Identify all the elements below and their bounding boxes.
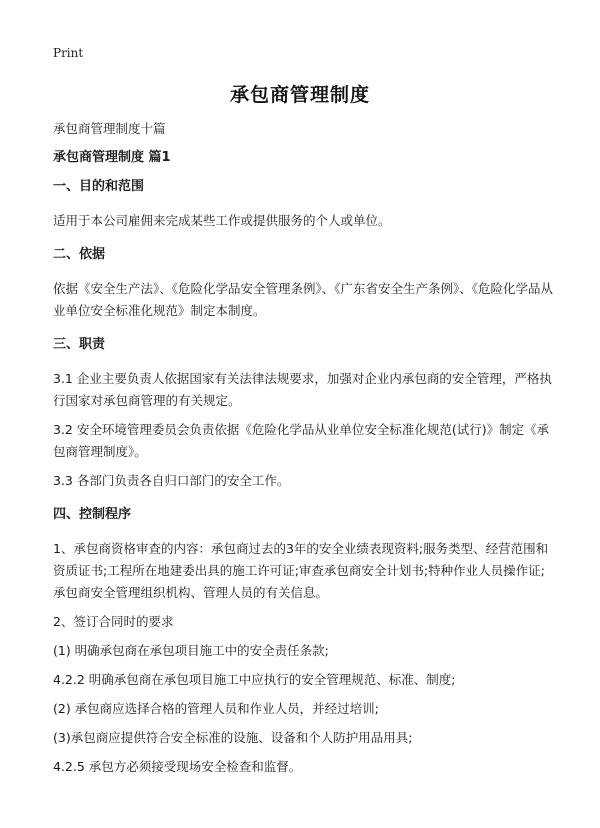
paragraph: (1) 明确承包商在承包项目施工中的安全责任条款; [53, 643, 329, 658]
section-heading-purpose-scope: 一、目的和范围 [53, 179, 145, 194]
section-heading-basis: 二、依据 [53, 247, 106, 262]
document-subtitle: 承包商管理制度十篇 [53, 121, 166, 136]
paragraph: 1、承包商资格审查的内容：承包商过去的3年的安全业绩表现资料;服务类型、经营范围和资质证书;工程所在地建委出具的施工许可证;审查承包商安全计划书;特种作业人员操作证;承包商安全管理组织机构、管理人员的有关信息。 [53, 541, 549, 600]
paragraph: (3)承包商应提供符合安全标准的设施、设备和个人防护用品用具; [53, 730, 413, 745]
paragraph: 4.2.5 承包方必须接受现场安全检查和监督。 [53, 759, 302, 774]
paragraph: 3.1 企业主要负责人依据国家有关法律法规要求，加强对企业内承包商的安全管理，严格执行国家对承包商管理的有关规定。 [53, 371, 552, 408]
section-heading-responsibilities: 三、职责 [53, 337, 106, 352]
print-label: Print [53, 46, 84, 60]
document-body [53, 118, 553, 778]
paragraph: 依据《安全生产法》、《危险化学品安全管理条例》、《广东省安全生产条例》、《危险化学品从业单位安全标准化规范》制定本制度。 [53, 281, 554, 318]
paragraph: 2、签订合同时的要求 [53, 614, 174, 629]
paragraph: (2) 承包商应选择合格的管理人员和作业人员，并经过培训; [53, 701, 379, 716]
paragraph: 4.2.2 明确承包商在承包项目施工中应执行的安全管理规范、标准、制度; [53, 672, 456, 687]
paragraph: 适用于本公司雇佣来完成某些工作或提供服务的个人或单位。 [53, 213, 391, 228]
paragraph: 3.3 各部门负责各自归口部门的安全工作。 [53, 473, 290, 488]
article-heading: 承包商管理制度 篇1 [53, 150, 171, 165]
section-heading-control-procedure: 四、控制程序 [53, 507, 132, 522]
paragraph: 3.2 安全环境管理委员会负责依据《危险化学品从业单位安全标准化规范(试行)》制定《承包商管理制度》。 [53, 422, 550, 459]
document-title: 承包商管理制度 [229, 84, 370, 106]
